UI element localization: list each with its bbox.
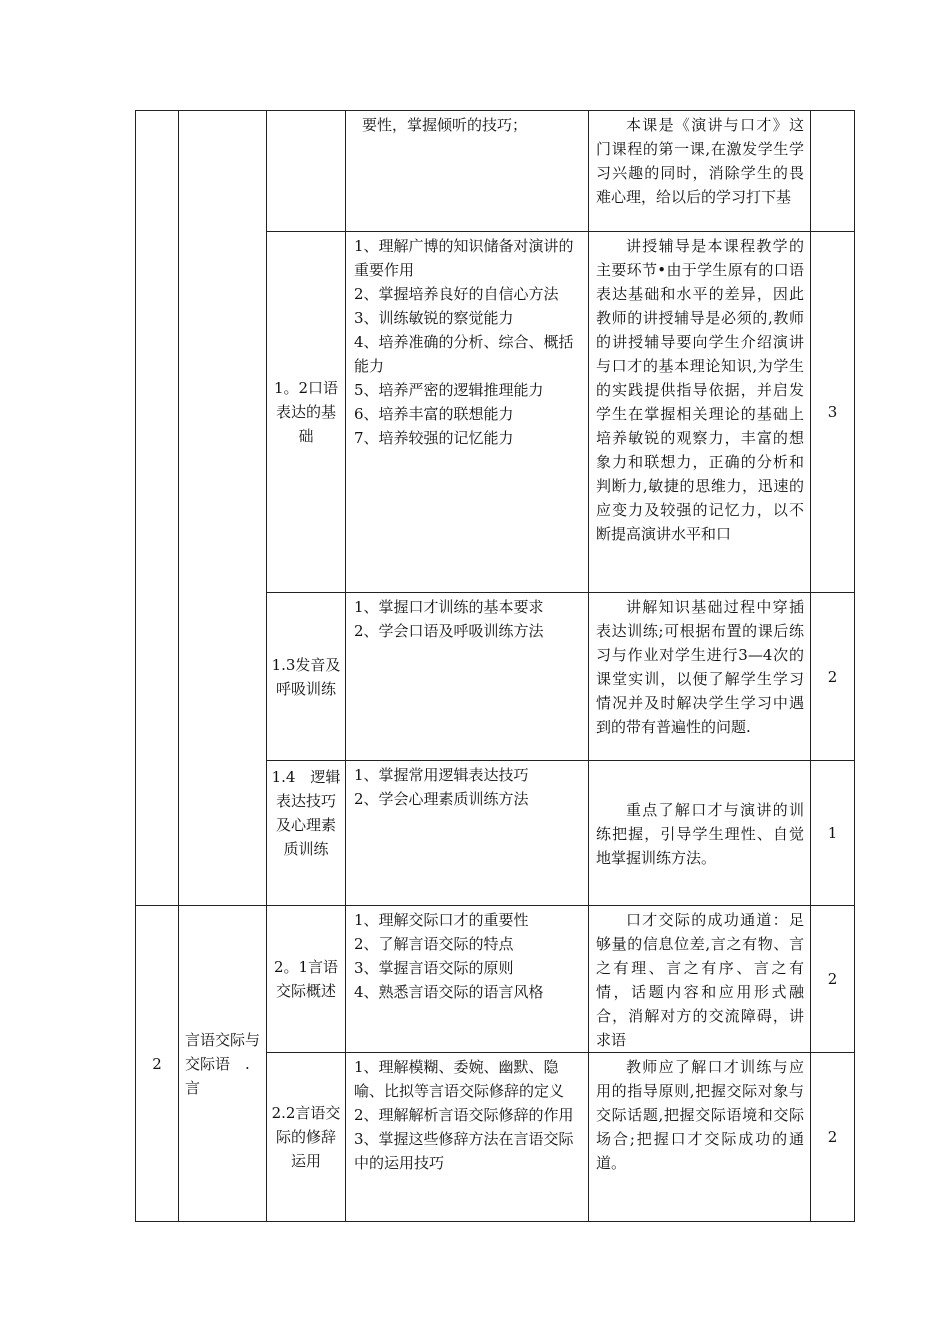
section-cell xyxy=(267,111,346,232)
goals-cell xyxy=(346,111,589,232)
unit-title: 言语交际与交际语 . 言 xyxy=(185,1030,261,1097)
method-cell xyxy=(589,593,811,761)
hours-cell: 2 xyxy=(811,1053,855,1222)
section-title: 1.3发音及呼吸训练 xyxy=(271,655,341,698)
method-cell xyxy=(589,761,811,906)
section-cell xyxy=(267,593,346,761)
goal-item: 1、理解模糊、委婉、幽默、隐喻、比拟等言语交际修辞的定义 xyxy=(354,1058,565,1100)
section-cell xyxy=(267,1053,346,1222)
goal-item: 3、掌握这些修辞方法在言语交际中的运用技巧 xyxy=(354,1130,574,1172)
unit-title-cell xyxy=(179,111,267,906)
section-title: 2.2言语交际的修辞运用 xyxy=(271,1104,341,1170)
goal-item: 3、掌握言语交际的原则 xyxy=(354,959,514,977)
method-cell xyxy=(589,1053,811,1222)
goals-cell xyxy=(346,761,589,906)
goal-item: 2、掌握培养良好的自信心方法 xyxy=(354,285,559,303)
method-text: 重点了解口才与演讲的训练把握，引导学生理性、自觉地掌握训练方法。 xyxy=(596,801,804,867)
goal-item: 1、掌握口才训练的基本要求 xyxy=(354,598,544,616)
unit-number-cell xyxy=(136,111,179,906)
goal-item: 要性，掌握倾听的技巧； xyxy=(362,116,528,134)
goal-item: 4、培养准确的分析、综合、概括能力 xyxy=(354,333,574,375)
method-text: 讲授辅导是本课程教学的主要环节•由于学生原有的口语表达基础和水平的差异，因此教师的讲授辅导是必须的,教师的讲授辅导要向学生介绍演讲与口才的基本理论知识,为学生的实践提供指导依据，并启发学生在掌握相关理论的基础上培养敏锐的观察力，丰富的想象力和联想力，正确的分析和判断力,敏捷的思维力，迅速的应变力及较强的记忆力，以不断提高演讲水平和口 xyxy=(596,237,804,543)
section-title: 2。1言语交际概述 xyxy=(273,958,339,1000)
method-text: 口才交际的成功通道：足够量的信息位差,言之有物、言之有理、言之有序、言之有情，话题内容和应用形式融合，消解对方的交流障碍，讲求语 xyxy=(596,911,804,1049)
goal-item: 1、掌握常用逻辑表达技巧 xyxy=(354,766,529,784)
method-text: 教师应了解口才训练与应用的指导原则,把握交际对象与交际话题,把握交际语境和交际场合;把握口才交际成功的通道。 xyxy=(596,1058,804,1172)
course-schedule-table xyxy=(135,110,855,1222)
goals-cell xyxy=(346,906,589,1053)
hours-cell: 3 xyxy=(811,232,855,593)
section-cell xyxy=(267,906,346,1053)
hours-cell: 2 xyxy=(811,593,855,761)
hours-cell: 1 xyxy=(811,761,855,906)
goals-cell xyxy=(346,593,589,761)
hours-cell xyxy=(811,111,855,232)
method-cell xyxy=(589,232,811,593)
goal-item: 6、培养丰富的联想能力 xyxy=(354,405,514,423)
method-text: 讲解知识基础过程中穿插表达训练;可根据布置的课后练习与作业对学生进行3—4次的课堂实训，以便了解学生学习情况并及时解决学生学习中遇到的带有普遍性的问题. xyxy=(596,598,804,736)
goal-item: 7、培养较强的记忆能力 xyxy=(354,429,514,447)
goal-item: 5、培养严密的逻辑推理能力 xyxy=(354,381,544,399)
section-title: 1.4 逻辑表达技巧及心理素质训练 xyxy=(271,768,341,858)
goal-item: 2、理解解析言语交际修辞的作用 xyxy=(354,1106,574,1124)
section-cell xyxy=(267,761,346,906)
goal-item: 1、理解广博的知识储备对演讲的重要作用 xyxy=(354,237,574,279)
goals-cell xyxy=(346,232,589,593)
section-title: 1。2口语表达的基础 xyxy=(273,379,339,445)
goal-item: 3、训练敏锐的察觉能力 xyxy=(354,309,514,327)
goal-item: 1、理解交际口才的重要性 xyxy=(354,911,529,929)
goal-item: 2、学会心理素质训练方法 xyxy=(354,790,529,808)
hours-cell: 2 xyxy=(811,906,855,1053)
goals-cell xyxy=(346,1053,589,1222)
goal-item: 4、熟悉言语交际的语言风格 xyxy=(354,983,544,1001)
method-cell xyxy=(589,906,811,1053)
goal-item: 2、了解言语交际的特点 xyxy=(354,935,514,953)
unit-title-cell xyxy=(179,906,267,1222)
method-text: 本课是《演讲与口才》这门课程的第一课,在激发学生学习兴趣的同时，消除学生的畏难心理，给以后的学习打下基 xyxy=(596,116,804,206)
section-cell xyxy=(267,232,346,593)
goal-item: 2、学会口语及呼吸训练方法 xyxy=(354,622,544,640)
method-cell xyxy=(589,111,811,232)
table-row xyxy=(136,111,855,232)
table-row xyxy=(136,906,855,1053)
unit-number-cell: 2 xyxy=(136,906,179,1222)
